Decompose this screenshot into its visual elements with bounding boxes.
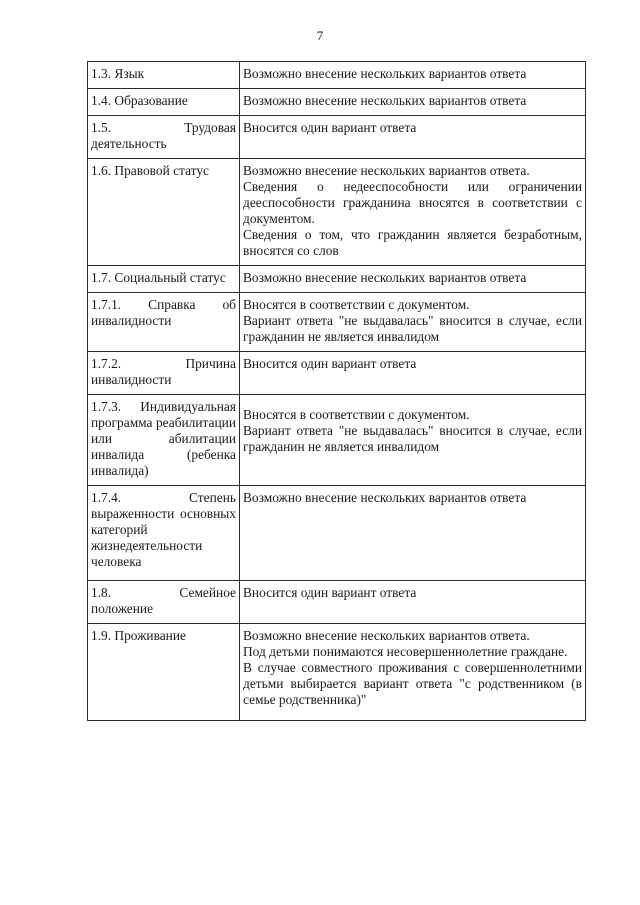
table-row [88,62,586,89]
row-text [240,395,586,486]
table-row [88,89,586,116]
row-text [240,116,586,159]
row-label: 1.7.4. Степень выраженности основных категорий жизнедеятельности человека [88,486,240,581]
row-text-line: Вариант ответа "не выдавалась" вносится в случае, если гражданин не является инвалидом [243,423,582,454]
row-text-line: Вносятся в соответствии с документом. [243,297,470,312]
row-text [240,159,586,266]
table-row [88,116,586,159]
row-text-line: Возможно внесение нескольких вариантов ответа [243,93,527,108]
row-label: 1.5. Трудовая деятельность [88,116,240,159]
row-text-line: Вносятся в соответствии с документом. [243,407,470,422]
row-text [240,624,586,721]
row-text-line: Вносится один вариант ответа [243,120,417,135]
row-label: 1.7. Социальный статус [88,266,240,293]
row-text-line: Возможно внесение нескольких вариантов ответа. [243,628,530,643]
page-number: 7 [316,28,324,43]
table-row [88,293,586,352]
row-text-line: Вариант ответа "не выдавалась" вносится в случае, если гражданин не является инвалидом [243,313,582,344]
row-label: 1.7.2. Причина инвалидности [88,352,240,395]
table-row [88,352,586,395]
row-text-line: Вносится один вариант ответа [243,585,417,600]
row-label: 1.7.3. Индивидуальная программа реабилитации или абилитации инвалида (ребенка инвалида) [88,395,240,486]
row-label: 1.7.1. Справка об инвалидности [88,293,240,352]
row-label: 1.3. Язык [88,62,240,89]
row-label: 1.8. Семейное положение [88,581,240,624]
table-row [88,486,586,581]
table-row [88,266,586,293]
row-text-line: Вносится один вариант ответа [243,356,417,371]
row-text-line: Сведения о недееспособности или ограничении дееспособности гражданина вносятся в соответствии с документом. [243,179,582,226]
row-text-line: Возможно внесение нескольких вариантов ответа [243,490,527,505]
row-text [240,352,586,395]
row-text-line: Возможно внесение нескольких вариантов ответа [243,270,527,285]
row-text [240,486,586,581]
row-text [240,581,586,624]
row-text-line: Под детьми понимаются несовершеннолетние граждане. [243,644,568,659]
table-row [88,395,586,486]
row-text [240,293,586,352]
row-text-line: В случае совместного проживания с совершеннолетними детьми выбирается вариант ответа "с родственником (в семье родственника)" [243,660,582,707]
row-text [240,89,586,116]
table-row [88,159,586,266]
row-text-line: Возможно внесение нескольких вариантов ответа [243,66,527,81]
instructions-table [87,61,586,721]
table-row [88,581,586,624]
row-text-line: Сведения о том, что гражданин является безработным, вносятся со слов [243,227,582,258]
row-text [240,62,586,89]
row-label: 1.9. Проживание [88,624,240,721]
table-row [88,624,586,721]
row-label: 1.4. Образование [88,89,240,116]
row-text [240,266,586,293]
row-text-line: Возможно внесение нескольких вариантов ответа. [243,163,530,178]
row-label: 1.6. Правовой статус [88,159,240,266]
